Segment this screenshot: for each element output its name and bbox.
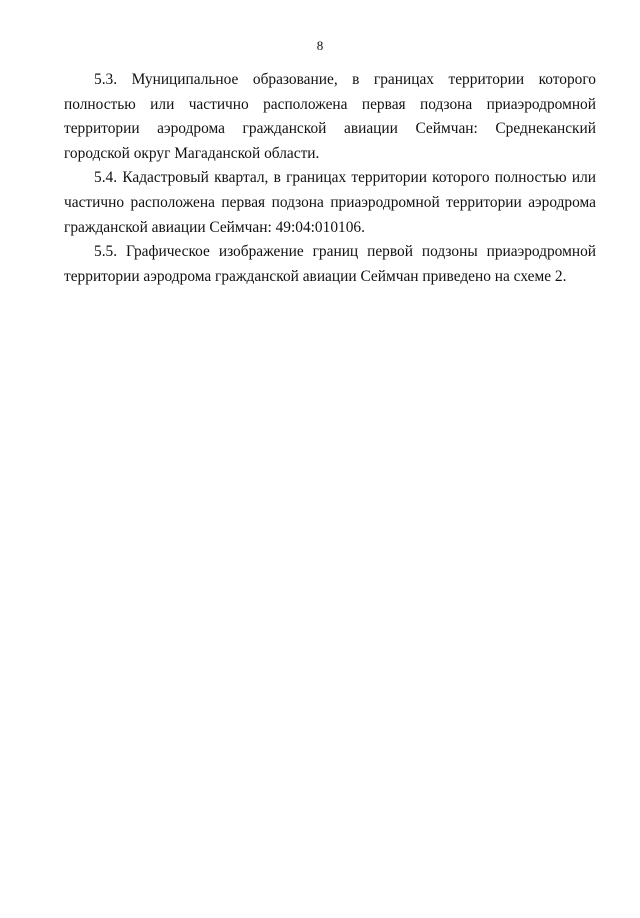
- page-number: 8: [316, 38, 324, 53]
- paragraph-5-5: 5.5. Графическое изображение границ первой подзоны приаэродромной территории аэродрома гражданской авиации Сеймчан приведено на схеме 2.: [64, 243, 596, 285]
- paragraph-5-3: 5.3. Муниципальное образование, в границах территории которого полностью или частично расположена первая подзона приаэродромной территории аэродрома гражданской авиации Сеймчан: Среднеканский городской округ Магаданской области.: [64, 71, 596, 162]
- paragraph-5-4: 5.4. Кадастровый квартал, в границах территории которого полностью или частично расположена первая подзона приаэродромной территории аэродрома гражданской авиации Сеймчан: 49:04:010106.: [64, 169, 596, 236]
- document-body: [64, 68, 596, 289]
